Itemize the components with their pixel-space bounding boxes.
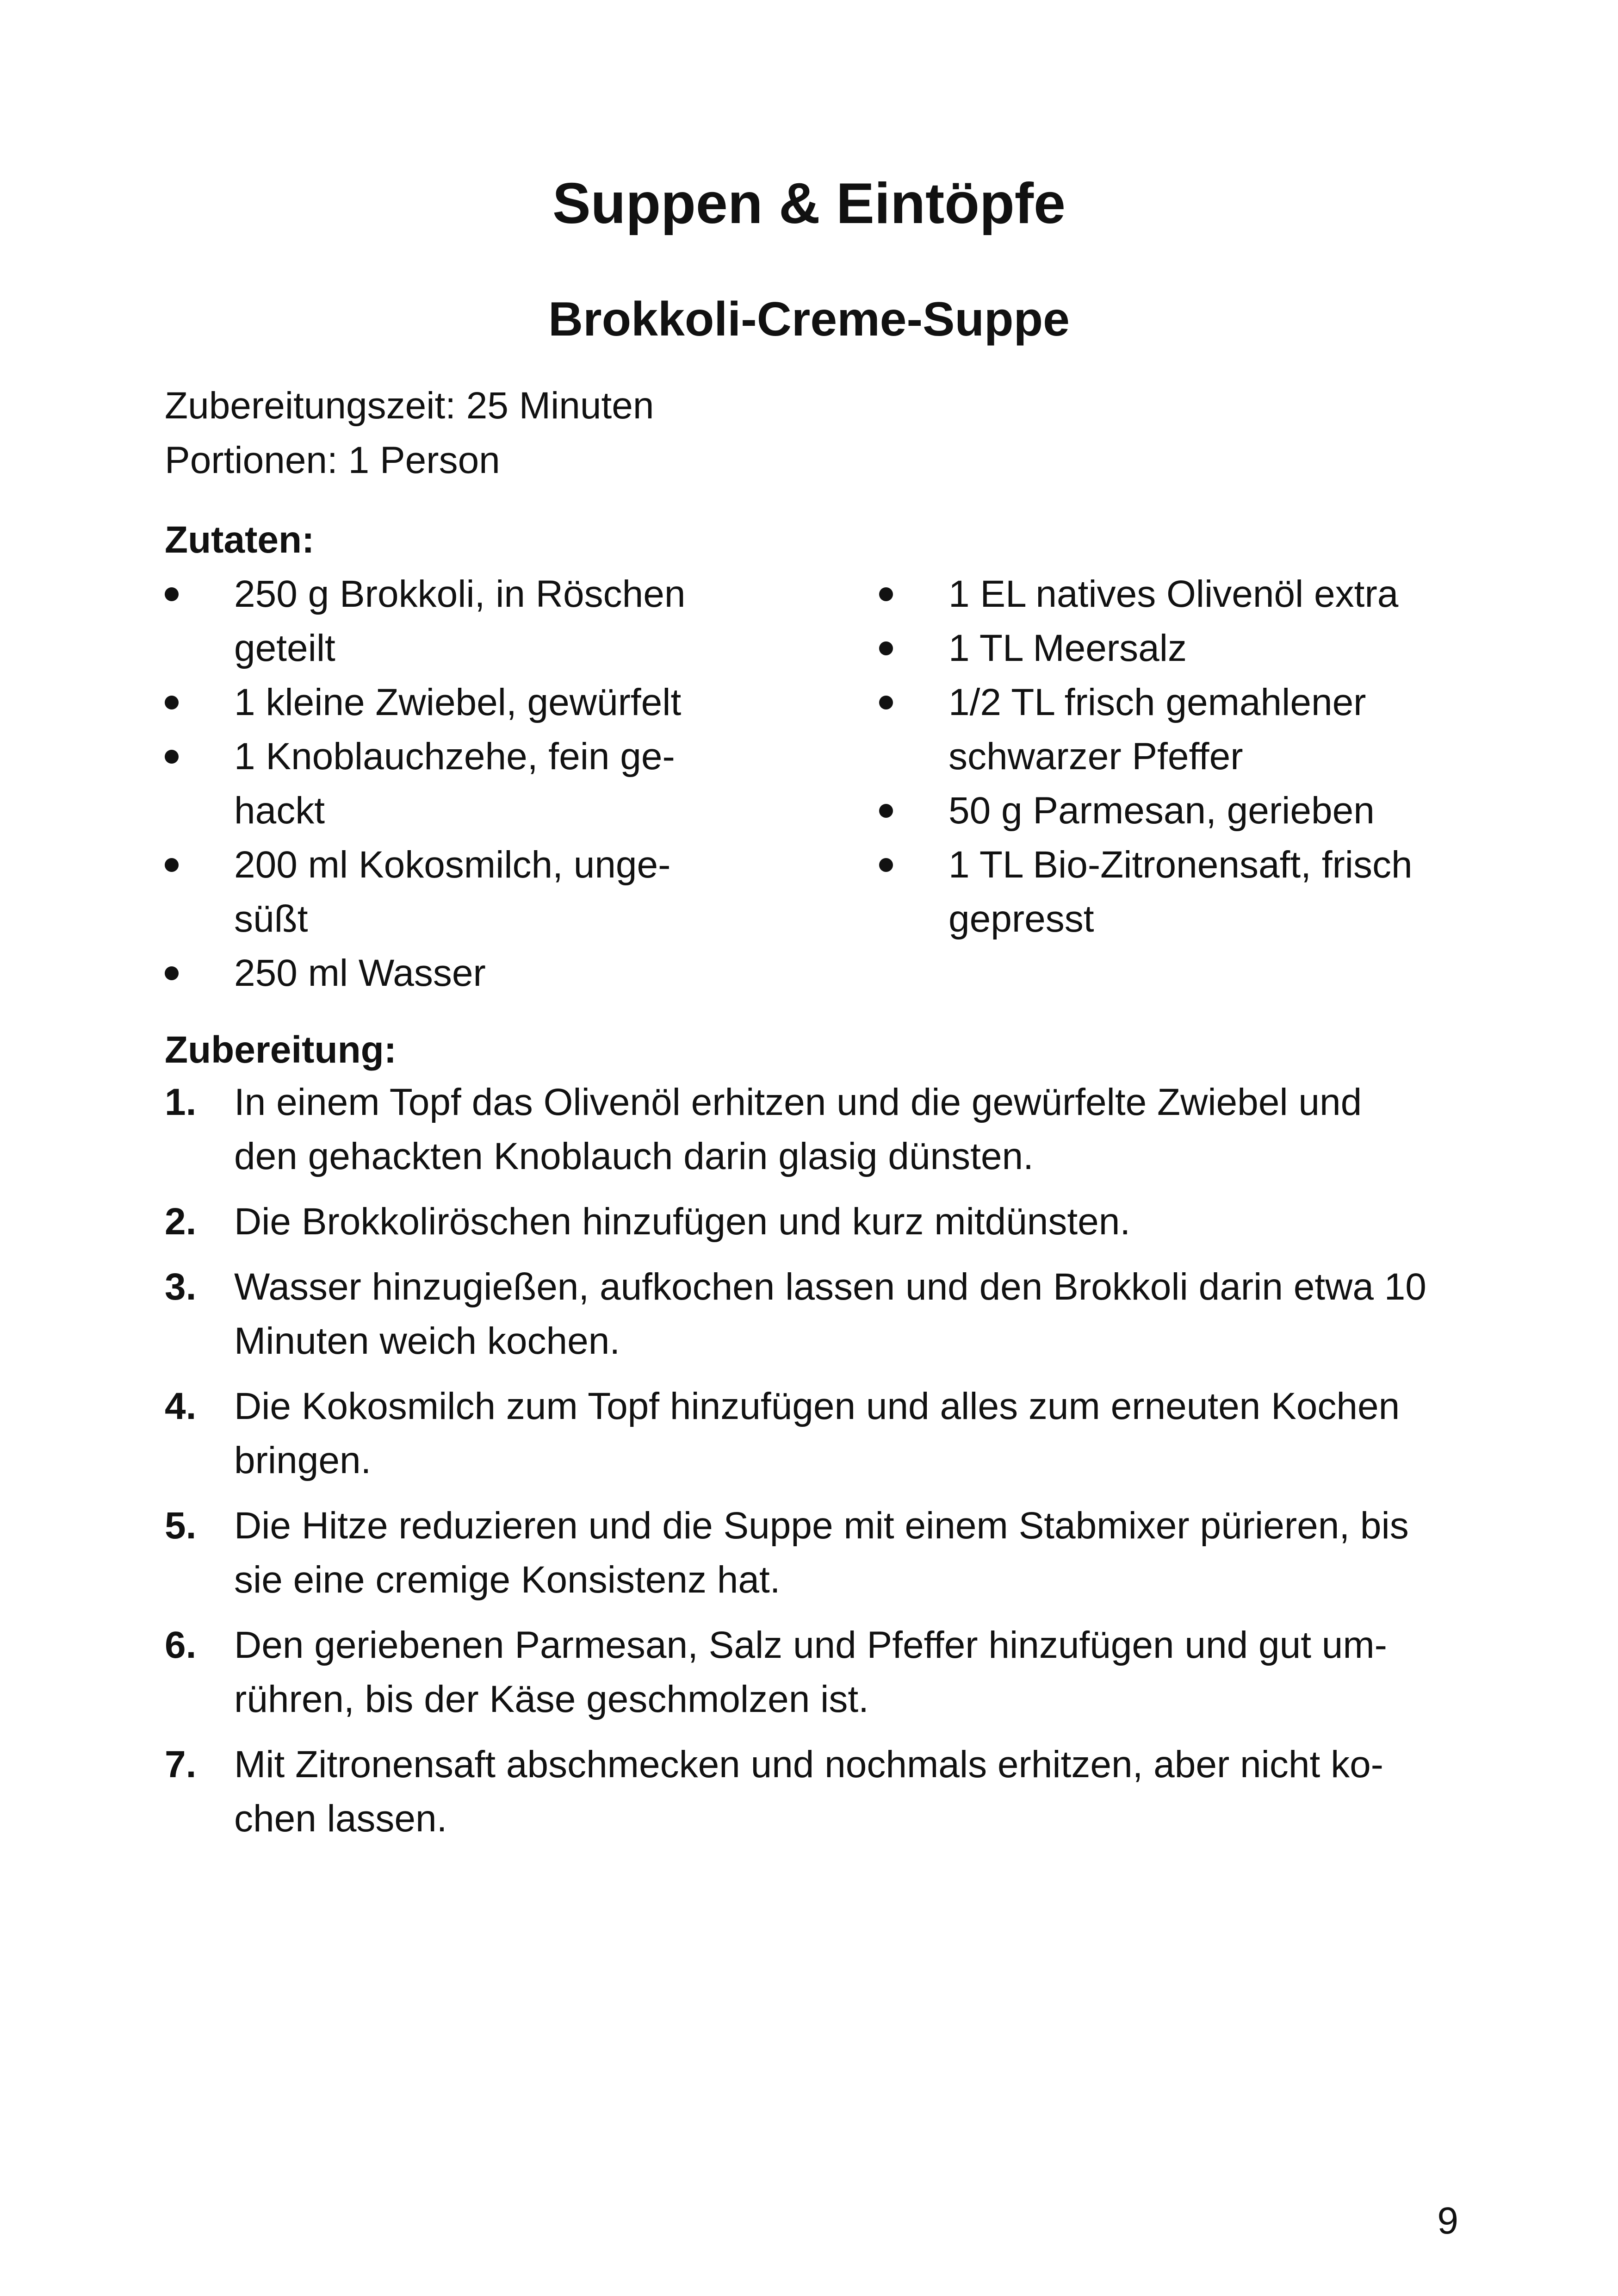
ingredient-text: 1 Knoblauchzehe, fein ge- — [234, 735, 675, 778]
ingredient-item — [879, 675, 1490, 784]
preparation-steps — [165, 1075, 1460, 1857]
bullet-icon — [879, 587, 893, 601]
step-text: Mit Zitronensaft abschmecken und nochmals erhitzen, aber nicht ko- — [234, 1743, 1383, 1786]
bullet-icon — [879, 696, 893, 709]
step-text: Den geriebenen Parmesan, Salz und Pfeffer hinzufügen und gut um- — [234, 1624, 1387, 1666]
ingredient-item — [879, 784, 1490, 838]
bullet-icon — [879, 804, 893, 818]
prep-time: Zubereitungszeit: 25 Minuten — [165, 385, 654, 427]
recipe-title: Brokkoli-Creme-Suppe — [548, 292, 1070, 346]
page-number: 9 — [1437, 2200, 1458, 2242]
preparation-heading: Zubereitung: — [165, 1029, 397, 1071]
bullet-icon — [165, 696, 179, 709]
step-item — [165, 1379, 1460, 1487]
ingredient-text: süßt — [234, 898, 308, 940]
bullet-icon — [165, 750, 179, 764]
ingredient-text: gepresst — [948, 898, 1094, 940]
servings: Portionen: 1 Person — [165, 439, 500, 481]
step-text: chen lassen. — [234, 1798, 447, 1840]
ingredient-item — [165, 567, 720, 675]
ingredient-text: 1 TL Meersalz — [948, 627, 1187, 669]
ingredient-text: 1 kleine Zwiebel, gewürfelt — [234, 681, 682, 723]
ingredient-item — [879, 567, 1490, 621]
ingredient-item — [879, 621, 1490, 675]
ingredient-text: 250 g Brokkoli, in Röschen — [234, 573, 686, 615]
ingredient-text: 250 ml Wasser — [234, 952, 486, 994]
step-text: Minuten weich kochen. — [234, 1320, 620, 1362]
ingredient-text: 50 g Parmesan, gerieben — [948, 790, 1375, 832]
bullet-icon — [165, 858, 179, 872]
ingredient-item — [165, 838, 720, 946]
bullet-icon — [879, 641, 893, 655]
ingredient-text: geteilt — [234, 627, 335, 669]
ingredient-text: 1 TL Bio-Zitronensaft, frisch — [948, 844, 1413, 886]
step-number: 7. — [165, 1743, 197, 1786]
step-text: Die Brokkoliröschen hinzufügen und kurz mitdünsten. — [234, 1201, 1131, 1243]
step-text: Die Hitze reduzieren und die Suppe mit einem Stabmixer pürieren, bis — [234, 1505, 1409, 1547]
ingredient-text: hackt — [234, 790, 325, 832]
recipe-meta — [165, 379, 654, 488]
step-number: 2. — [165, 1201, 197, 1243]
bullet-icon — [165, 966, 179, 980]
step-number: 3. — [165, 1266, 197, 1308]
ingredients-list-left — [165, 567, 720, 1000]
step-text: den gehackten Knoblauch darin glasig dünsten. — [234, 1135, 1034, 1177]
ingredient-text: schwarzer Pfeffer — [948, 735, 1243, 778]
step-item — [165, 1260, 1460, 1368]
ingredient-text: 1/2 TL frisch gemahlener — [948, 681, 1366, 723]
step-text: bringen. — [234, 1439, 372, 1481]
chapter-title: Suppen & Eintöpfe — [552, 172, 1066, 236]
ingredients-list-right — [879, 567, 1490, 946]
step-item — [165, 1075, 1460, 1183]
step-number: 1. — [165, 1081, 197, 1123]
ingredient-item — [879, 838, 1490, 946]
step-number: 6. — [165, 1624, 197, 1666]
step-text: sie eine cremige Konsistenz hat. — [234, 1559, 781, 1601]
bullet-icon — [165, 587, 179, 601]
ingredient-item — [165, 675, 720, 729]
ingredients-heading: Zutaten: — [165, 519, 315, 561]
step-item — [165, 1618, 1460, 1726]
bullet-icon — [879, 858, 893, 872]
ingredient-item — [165, 729, 720, 838]
step-item — [165, 1195, 1460, 1249]
step-number: 5. — [165, 1505, 197, 1547]
step-item — [165, 1737, 1460, 1846]
ingredient-item — [165, 946, 720, 1000]
ingredient-text: 1 EL natives Olivenöl extra — [948, 573, 1399, 615]
step-text: Die Kokosmilch zum Topf hinzufügen und alles zum erneuten Kochen — [234, 1385, 1400, 1427]
step-text: rühren, bis der Käse geschmolzen ist. — [234, 1678, 869, 1720]
step-item — [165, 1499, 1460, 1607]
step-number: 4. — [165, 1385, 197, 1427]
ingredient-text: 200 ml Kokosmilch, unge- — [234, 844, 671, 886]
step-text: Wasser hinzugießen, aufkochen lassen und den Brokkoli darin etwa 10 — [234, 1266, 1426, 1308]
step-text: In einem Topf das Olivenöl erhitzen und die gewürfelte Zwiebel und — [234, 1081, 1362, 1123]
